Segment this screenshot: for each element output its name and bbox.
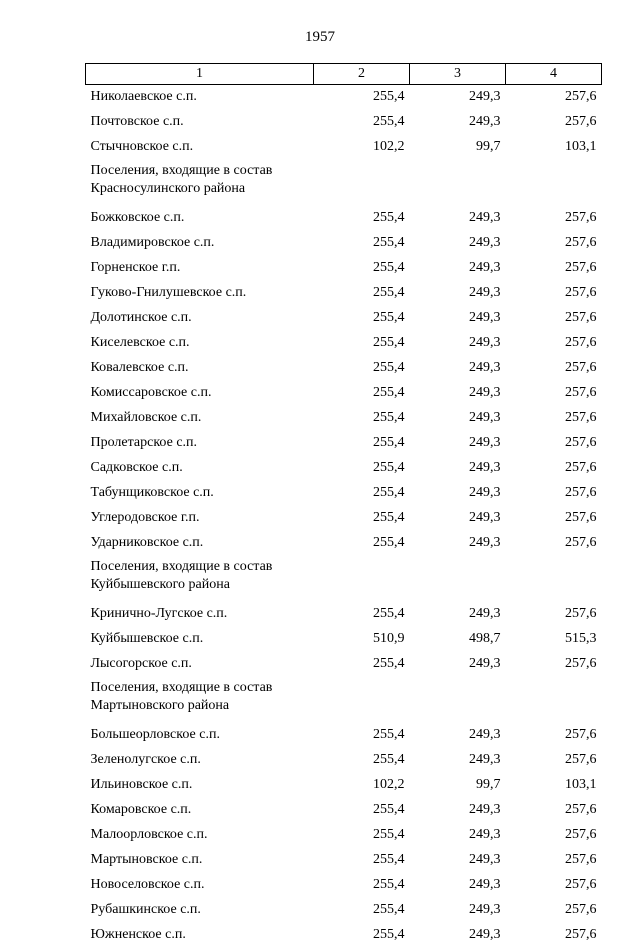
group-header-row bbox=[86, 556, 602, 602]
value-cell-col4: 257,6 bbox=[506, 306, 602, 331]
value-cell-col3: 249,3 bbox=[410, 923, 506, 948]
value-cell-col4: 103,1 bbox=[506, 135, 602, 160]
table-row bbox=[86, 306, 602, 331]
value-cell-col3: 99,7 bbox=[410, 135, 506, 160]
settlement-name-cell: Долотинское с.п. bbox=[86, 306, 314, 331]
column-header-3: 3 bbox=[410, 64, 506, 85]
table-row bbox=[86, 506, 602, 531]
table-row bbox=[86, 231, 602, 256]
group-label: Поселения, входящие в состав Красносулинского района bbox=[86, 160, 314, 206]
settlement-name-cell: Пролетарское с.п. bbox=[86, 431, 314, 456]
value-cell-col2: 255,4 bbox=[314, 431, 410, 456]
empty-cell bbox=[506, 677, 602, 723]
value-cell-col3: 249,3 bbox=[410, 898, 506, 923]
value-cell-col2: 255,4 bbox=[314, 281, 410, 306]
empty-cell bbox=[506, 556, 602, 602]
settlement-name-cell: Кринично-Лугское с.п. bbox=[86, 602, 314, 627]
column-header-2: 2 bbox=[314, 64, 410, 85]
value-cell-col2: 255,4 bbox=[314, 898, 410, 923]
value-cell-col2: 255,4 bbox=[314, 356, 410, 381]
value-cell-col2: 255,4 bbox=[314, 848, 410, 873]
settlement-name-cell: Комаровское с.п. bbox=[86, 798, 314, 823]
table-row bbox=[86, 898, 602, 923]
value-cell-col2: 255,4 bbox=[314, 531, 410, 556]
value-cell-col4: 257,6 bbox=[506, 281, 602, 306]
table-row bbox=[86, 281, 602, 306]
value-cell-col4: 257,6 bbox=[506, 602, 602, 627]
value-cell-col3: 249,3 bbox=[410, 723, 506, 748]
table-row bbox=[86, 531, 602, 556]
settlement-name-cell: Стычновское с.п. bbox=[86, 135, 314, 160]
settlement-name-cell: Южненское с.п. bbox=[86, 923, 314, 948]
value-cell-col4: 257,6 bbox=[506, 331, 602, 356]
empty-cell bbox=[314, 160, 410, 206]
settlement-name-cell: Углеродовское г.п. bbox=[86, 506, 314, 531]
value-cell-col3: 249,3 bbox=[410, 848, 506, 873]
value-cell-col3: 249,3 bbox=[410, 602, 506, 627]
value-cell-col4: 257,6 bbox=[506, 748, 602, 773]
empty-cell bbox=[410, 160, 506, 206]
value-cell-col4: 257,6 bbox=[506, 873, 602, 898]
value-cell-col2: 255,4 bbox=[314, 602, 410, 627]
value-cell-col4: 257,6 bbox=[506, 898, 602, 923]
table-row bbox=[86, 456, 602, 481]
value-cell-col4: 257,6 bbox=[506, 798, 602, 823]
value-cell-col4: 257,6 bbox=[506, 531, 602, 556]
value-cell-col2: 102,2 bbox=[314, 135, 410, 160]
value-cell-col4: 257,6 bbox=[506, 723, 602, 748]
value-cell-col4: 257,6 bbox=[506, 823, 602, 848]
value-cell-col2: 510,9 bbox=[314, 627, 410, 652]
value-cell-col3: 249,3 bbox=[410, 456, 506, 481]
value-cell-col3: 249,3 bbox=[410, 356, 506, 381]
table-row bbox=[86, 85, 602, 111]
settlement-name-cell: Гуково-Гнилушевское с.п. bbox=[86, 281, 314, 306]
table-row bbox=[86, 431, 602, 456]
settlement-name-cell: Лысогорское с.п. bbox=[86, 652, 314, 677]
empty-cell bbox=[410, 556, 506, 602]
value-cell-col2: 255,4 bbox=[314, 110, 410, 135]
value-cell-col4: 257,6 bbox=[506, 456, 602, 481]
value-cell-col3: 249,3 bbox=[410, 85, 506, 111]
value-cell-col4: 515,3 bbox=[506, 627, 602, 652]
empty-cell bbox=[314, 677, 410, 723]
value-cell-col4: 257,6 bbox=[506, 110, 602, 135]
settlement-name-cell: Большеорловское с.п. bbox=[86, 723, 314, 748]
value-cell-col3: 249,3 bbox=[410, 823, 506, 848]
value-cell-col3: 249,3 bbox=[410, 331, 506, 356]
empty-cell bbox=[410, 677, 506, 723]
settlement-name-cell: Владимировское с.п. bbox=[86, 231, 314, 256]
value-cell-col3: 249,3 bbox=[410, 873, 506, 898]
column-header-1: 1 bbox=[86, 64, 314, 85]
group-header-row bbox=[86, 677, 602, 723]
value-cell-col4: 257,6 bbox=[506, 923, 602, 948]
settlement-name-cell: Горненское г.п. bbox=[86, 256, 314, 281]
value-cell-col3: 249,3 bbox=[410, 481, 506, 506]
table-row bbox=[86, 848, 602, 873]
value-cell-col2: 255,4 bbox=[314, 406, 410, 431]
value-cell-col4: 103,1 bbox=[506, 773, 602, 798]
value-cell-col2: 255,4 bbox=[314, 206, 410, 231]
value-cell-col2: 255,4 bbox=[314, 85, 410, 111]
value-cell-col2: 255,4 bbox=[314, 748, 410, 773]
settlement-name-cell: Куйбышевское с.п. bbox=[86, 627, 314, 652]
value-cell-col3: 249,3 bbox=[410, 281, 506, 306]
settlement-name-cell: Киселевское с.п. bbox=[86, 331, 314, 356]
value-cell-col4: 257,6 bbox=[506, 381, 602, 406]
value-cell-col4: 257,6 bbox=[506, 652, 602, 677]
settlement-name-cell: Николаевское с.п. bbox=[86, 85, 314, 111]
value-cell-col3: 249,3 bbox=[410, 531, 506, 556]
table-row bbox=[86, 110, 602, 135]
value-cell-col4: 257,6 bbox=[506, 506, 602, 531]
value-cell-col2: 255,4 bbox=[314, 798, 410, 823]
value-cell-col4: 257,6 bbox=[506, 85, 602, 111]
value-cell-col3: 249,3 bbox=[410, 406, 506, 431]
value-cell-col3: 249,3 bbox=[410, 231, 506, 256]
settlement-name-cell: Ударниковское с.п. bbox=[86, 531, 314, 556]
settlement-name-cell: Божковское с.п. bbox=[86, 206, 314, 231]
table-row bbox=[86, 798, 602, 823]
value-cell-col2: 255,4 bbox=[314, 256, 410, 281]
value-cell-col4: 257,6 bbox=[506, 431, 602, 456]
value-cell-col2: 255,4 bbox=[314, 652, 410, 677]
value-cell-col3: 249,3 bbox=[410, 798, 506, 823]
value-cell-col3: 498,7 bbox=[410, 627, 506, 652]
settlement-name-cell: Новоселовское с.п. bbox=[86, 873, 314, 898]
value-cell-col2: 102,2 bbox=[314, 773, 410, 798]
value-cell-col2: 255,4 bbox=[314, 231, 410, 256]
table-row bbox=[86, 773, 602, 798]
table-row bbox=[86, 331, 602, 356]
table-row bbox=[86, 627, 602, 652]
header-row bbox=[86, 64, 602, 85]
settlement-name-cell: Михайловское с.п. bbox=[86, 406, 314, 431]
value-cell-col2: 255,4 bbox=[314, 306, 410, 331]
table-row bbox=[86, 748, 602, 773]
page-number: 1957 bbox=[0, 28, 640, 46]
settlement-name-cell: Почтовское с.п. bbox=[86, 110, 314, 135]
settlement-name-cell: Комиссаровское с.п. bbox=[86, 381, 314, 406]
table-row bbox=[86, 923, 602, 948]
value-cell-col4: 257,6 bbox=[506, 406, 602, 431]
table-body bbox=[86, 85, 602, 948]
value-cell-col2: 255,4 bbox=[314, 823, 410, 848]
value-cell-col3: 249,3 bbox=[410, 306, 506, 331]
table-row bbox=[86, 256, 602, 281]
value-cell-col3: 249,3 bbox=[410, 206, 506, 231]
settlement-name-cell: Ковалевское с.п. bbox=[86, 356, 314, 381]
empty-cell bbox=[506, 160, 602, 206]
value-cell-col3: 249,3 bbox=[410, 431, 506, 456]
value-cell-col3: 249,3 bbox=[410, 506, 506, 531]
settlement-name-cell: Малоорловское с.п. bbox=[86, 823, 314, 848]
value-cell-col4: 257,6 bbox=[506, 481, 602, 506]
empty-cell bbox=[314, 556, 410, 602]
value-cell-col4: 257,6 bbox=[506, 848, 602, 873]
settlement-name-cell: Мартыновское с.п. bbox=[86, 848, 314, 873]
table-row bbox=[86, 206, 602, 231]
table-row bbox=[86, 652, 602, 677]
table-row bbox=[86, 873, 602, 898]
table-row bbox=[86, 381, 602, 406]
value-cell-col2: 255,4 bbox=[314, 723, 410, 748]
table-row bbox=[86, 723, 602, 748]
value-cell-col2: 255,4 bbox=[314, 381, 410, 406]
value-cell-col2: 255,4 bbox=[314, 456, 410, 481]
settlement-name-cell: Садковское с.п. bbox=[86, 456, 314, 481]
value-cell-col4: 257,6 bbox=[506, 256, 602, 281]
value-cell-col3: 249,3 bbox=[410, 652, 506, 677]
value-cell-col3: 249,3 bbox=[410, 381, 506, 406]
value-cell-col4: 257,6 bbox=[506, 231, 602, 256]
column-header-4: 4 bbox=[506, 64, 602, 85]
value-cell-col2: 255,4 bbox=[314, 331, 410, 356]
value-cell-col4: 257,6 bbox=[506, 356, 602, 381]
table-row bbox=[86, 481, 602, 506]
value-cell-col3: 99,7 bbox=[410, 773, 506, 798]
group-label: Поселения, входящие в состав Мартыновского района bbox=[86, 677, 314, 723]
value-cell-col2: 255,4 bbox=[314, 923, 410, 948]
table-row bbox=[86, 135, 602, 160]
table-row bbox=[86, 356, 602, 381]
settlement-name-cell: Ильиновское с.п. bbox=[86, 773, 314, 798]
table-row bbox=[86, 602, 602, 627]
value-cell-col4: 257,6 bbox=[506, 206, 602, 231]
settlement-name-cell: Рубашкинское с.п. bbox=[86, 898, 314, 923]
value-cell-col2: 255,4 bbox=[314, 873, 410, 898]
allocation-table bbox=[85, 63, 602, 948]
value-cell-col2: 255,4 bbox=[314, 481, 410, 506]
group-label: Поселения, входящие в состав Куйбышевского района bbox=[86, 556, 314, 602]
settlement-name-cell: Табунщиковское с.п. bbox=[86, 481, 314, 506]
value-cell-col3: 249,3 bbox=[410, 748, 506, 773]
value-cell-col2: 255,4 bbox=[314, 506, 410, 531]
table-row bbox=[86, 406, 602, 431]
group-header-row bbox=[86, 160, 602, 206]
table-row bbox=[86, 823, 602, 848]
settlement-name-cell: Зеленолугское с.п. bbox=[86, 748, 314, 773]
value-cell-col3: 249,3 bbox=[410, 256, 506, 281]
value-cell-col3: 249,3 bbox=[410, 110, 506, 135]
table-header bbox=[86, 64, 602, 85]
